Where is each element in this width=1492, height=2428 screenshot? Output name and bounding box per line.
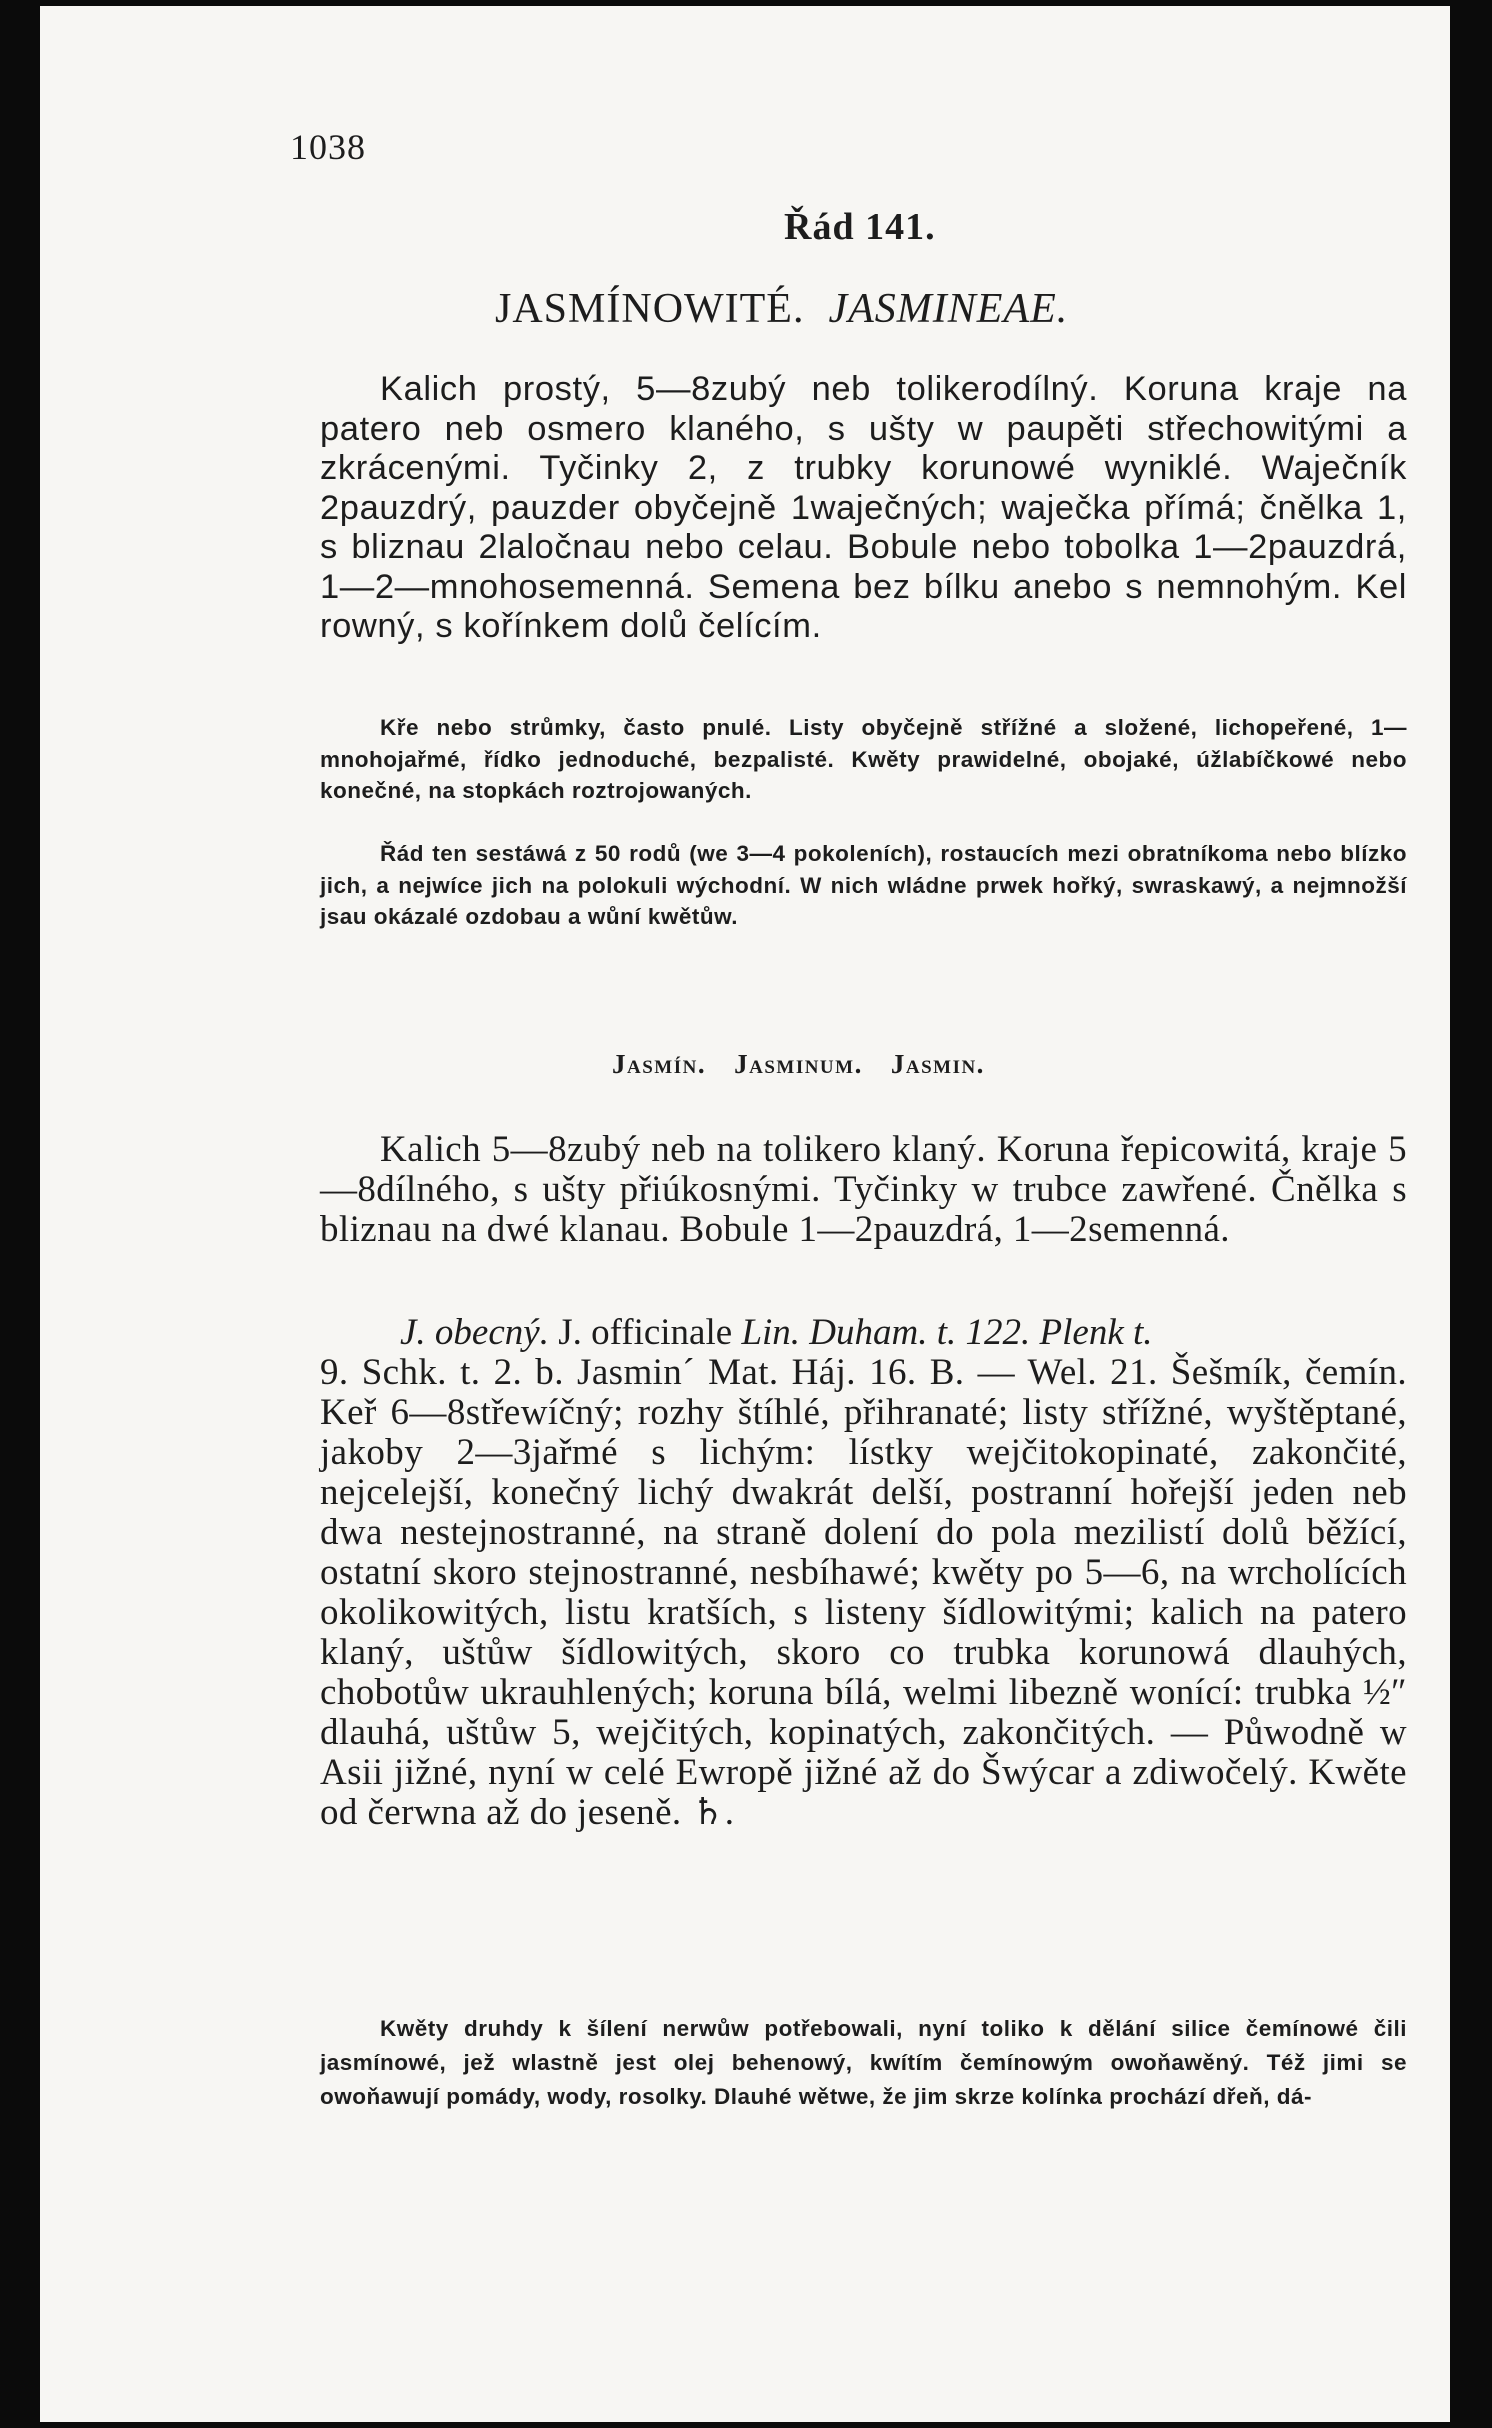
species-name-czech: J. obecný. [400,1312,549,1353]
family-title [495,285,1068,333]
family-name-czech: JASMÍNOWITÉ. [495,286,805,332]
genus-name-czech: Jasmín. [612,1049,707,1079]
species-usage-note: Kwěty druhdy k šílení nerwůw potřebowali, nyní toliko k dělání silice čemínowé čili jasmínowé, jež wlastně jest olej behenowý, kwítím čemínowým owoňawěný. Též jimi se owoňawují pomády, wody, rosolky. Dlauhé wětwe, že jim skrze kolínka prochází dřeň, dá- [320,2016,1407,2109]
species-author: Lin. [741,1312,801,1353]
order-heading: Řád 141. [784,206,936,248]
family-habit: Kře nebo strůmky, často pnulé. Listy obyčejně střížné a složené, lichopeřené, 1— mnohojařmé, řídko jednoduché, bezpalisté. Kwěty prawidelné, obojaké, úžlabíčkowé nebo konečné, na stopkách roztrojowaných. [320,715,1407,803]
genus-name-latin: Jasminum. [734,1049,863,1079]
species-name-latin: J. officinale [558,1312,733,1353]
genus-name-abbrev: Jasmin. [890,1049,985,1079]
species-heading [400,1313,1400,1353]
genus-heading [612,1049,1013,1080]
genus-description: Kalich 5—8zubý neb na tolikero klaný. Koruna řepicowitá, kraje 5—8dílného, s ušty přiúkosnými. Tyčinky w trubce zawřené. Čnělka s bliznau na dwé klanau. Bobule 1—2pauzdrá, 1—2semenná. [320,1129,1407,1250]
page-number: 1038 [290,127,366,167]
species-description: 9. Schk. t. 2. b. Jasmin´ Mat. Háj. 16. B. — Wel. 21. Šešmík, čemín. Keř 6—8střewíčný; rozhy štíhlé, přihranaté; listy střížné, wyštěptané, jakoby 2—3jařmé s lichým: lístky wejčitokopinaté, zakončité, nejcelejší, konečný lichý dwakrát delší, postranní hořejší jeden neb dwa nestejnostranné, na straně dolení do pola mezilistí dolů běžící, ostatní skoro stejnostranné, nesbíhawé; kwěty po 5—6, na wrcholících okolikowitých, listu kratších, s listeny šídlowitými; kalich na patero klaný, uštůw šídlowitých, skoro co trubka korunowá dlauhých, chobotůw ukrauhlených; koruna bílá, welmi libezně wonící: trubka ½″ dlauhá, uštůw 5, wejčitých, kopinatých, zakončitých. — Půwodně w Asii jižné, nyní w celé Ewropě jižné až do Šwýcar a zdiwočelý. Kwěte od čerwna až do jeseně. ♄. [320,1352,1407,1833]
family-name-latin: JASMINEAE. [828,286,1069,332]
family-distribution: Řád ten sestáwá z 50 rodů (we 3—4 pokoleních), rostaucích mezi obratníkoma nebo blízko jich, a nejwíce jich na polokuli wýchodní. W nich wládne prwek hořký, swraskawý, a nejmnožší jsau okázalé ozdobau a wůní kwětůw. [320,841,1407,929]
family-description: Kalich prostý, 5—8zubý neb tolikerodílný. Koruna kraje na patero neb osmero klaného, s ušty w paupěti střechowitými a zkrácenými. Tyčinky 2, z trubky korunowé wyniklé. Waječník 2pauzdrý, pauzder obyčejně 1waječných; waječka přímá; čnělka 1, s bliznau 2laločnau nebo celau. Bobule nebo tobolka 1—2pauzdrá, 1—2—mnohosemenná. Semena bez bílku anebo s nemnohým. Kel rowný, s kořínkem dolů čelícím. [320,370,1407,645]
species-reference-2: Plenk t. [1039,1312,1153,1353]
species-reference-1: Duham. t. 122. [809,1312,1031,1353]
